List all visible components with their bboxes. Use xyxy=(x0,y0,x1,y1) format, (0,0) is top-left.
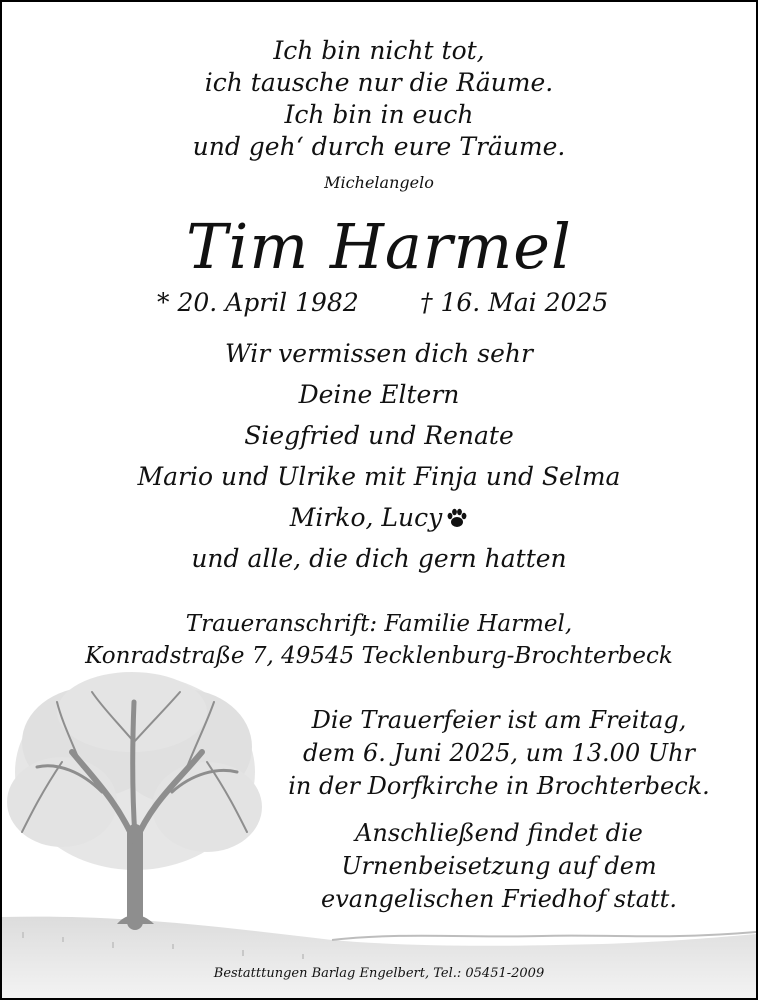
mourners-line-4: Mirko, Lucy xyxy=(289,503,443,532)
burial-line-2: Urnenbeisetzung auf dem xyxy=(341,852,657,880)
burial-line-1: Anschließend findet die xyxy=(355,819,643,847)
poem-line-1: Ich bin nicht tot, xyxy=(273,36,485,65)
paw-print-icon xyxy=(446,506,468,535)
address-line-1: Traueranschrift: Familie Harmel, xyxy=(185,611,573,637)
burial-line-3: evangelischen Friedhof statt. xyxy=(321,885,677,913)
mourners-line-5: und alle, die dich gern hatten xyxy=(191,544,567,573)
poem-attribution: Michelangelo xyxy=(324,173,434,192)
funeral-home-footer: Bestatttungen Barlag Engelbert, Tel.: 05451-2009 xyxy=(213,966,545,981)
mourners-line-1: Deine Eltern xyxy=(298,380,460,409)
address-line-2: Konradstraße 7, 49545 Tecklenburg-Brochterbeck xyxy=(85,643,673,669)
poem-line-2: ich tausche nur die Räume. xyxy=(204,68,554,97)
mourners-intro: Wir vermissen dich sehr xyxy=(225,339,533,368)
death-date: † 16. Mai 2025 xyxy=(420,288,609,317)
mourners-line-3: Mario und Ulrike mit Finja und Selma xyxy=(137,462,621,491)
birth-date: * 20. April 1982 xyxy=(157,288,359,317)
ceremony-line-3: in der Dorfkirche in Brochterbeck. xyxy=(288,772,710,800)
ceremony-line-1: Die Trauerfeier ist am Freitag, xyxy=(311,706,687,734)
poem-line-3: Ich bin in euch xyxy=(284,100,474,129)
mourners-line-2: Siegfried und Renate xyxy=(244,421,514,450)
poem-line-4: und geh‘ durch eure Träume. xyxy=(192,132,566,161)
mourners-line-4-row xyxy=(2,503,756,535)
deceased-name: Tim Harmel xyxy=(186,210,572,283)
ceremony-line-2: dem 6. Juni 2025, um 13.00 Uhr xyxy=(303,739,695,767)
